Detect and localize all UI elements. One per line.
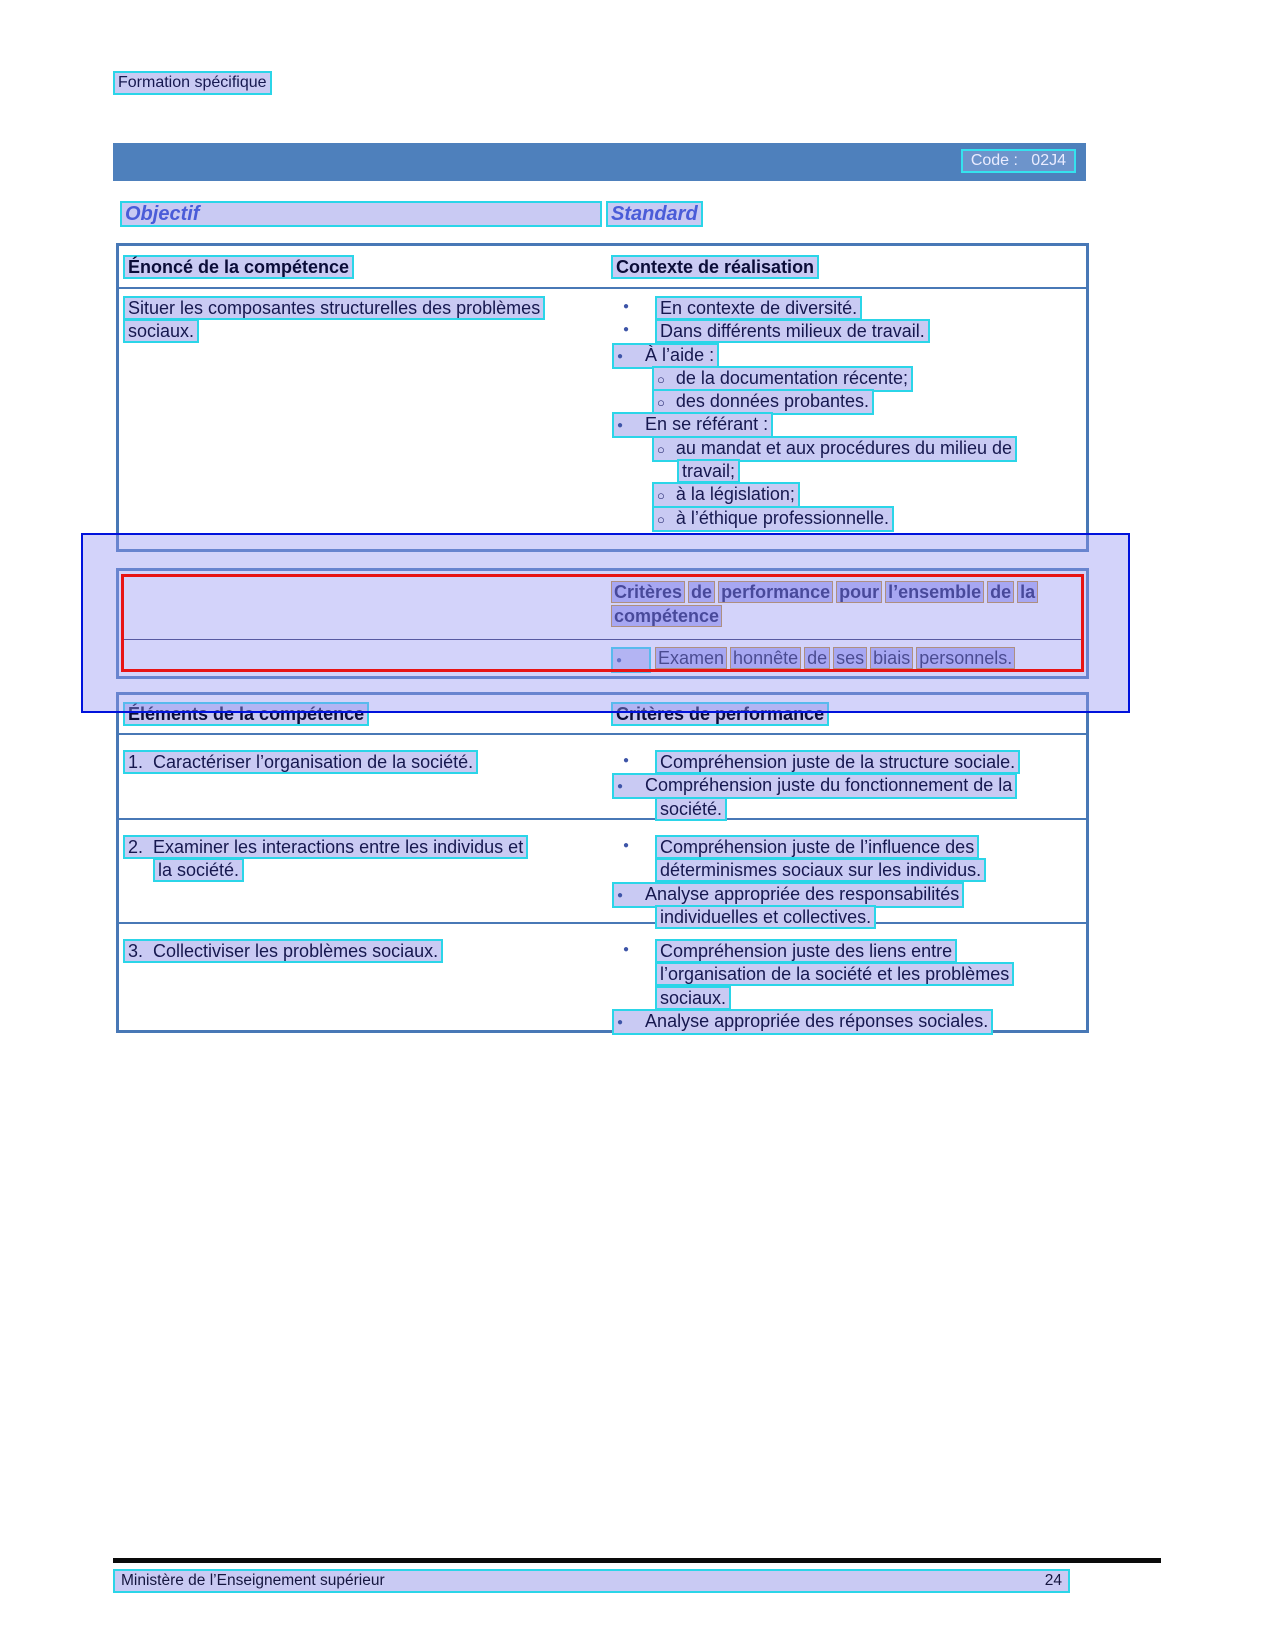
contexte-subitem [611, 506, 1083, 529]
bullet-icon: ● [623, 840, 630, 851]
contexte-item [611, 412, 1083, 435]
bullet-icon: ● [623, 324, 630, 336]
contexte-subitem-continuation [611, 459, 1083, 482]
contexte-subitem-text: travail; [677, 459, 740, 483]
critere-item-continuation [611, 797, 1020, 820]
contexte-item [611, 343, 1083, 366]
critere-text: Compréhension juste de l’influence des [655, 835, 979, 859]
critere-item-continuation [611, 905, 986, 928]
contexte-item [611, 296, 1083, 319]
criteres-title-word: performance [718, 581, 833, 603]
footer-bar [113, 1569, 1070, 1593]
critere-text: Compréhension juste du fonctionnement de la [645, 775, 1013, 796]
table-header-divider [119, 287, 1086, 289]
element-text: 1. Caractériser l’organisation de la société. [123, 750, 478, 774]
circle-bullet-icon: ○ [657, 371, 665, 387]
contexte-cell [611, 296, 1083, 529]
critere-text: l’organisation de la société et les problèmes [655, 962, 1014, 986]
criteres-title-word: de [688, 581, 715, 603]
critere-text: déterminismes sociaux sur les individus. [655, 858, 986, 882]
examen-word: de [804, 647, 830, 669]
contexte-item-text: À l’aide : [645, 344, 715, 365]
formation-specifique-label [113, 71, 272, 95]
enonce-header-cell: Énoncé de la compétence [123, 255, 354, 279]
critere-text: Analyse appropriée des responsabilités [645, 883, 960, 904]
formation-label-text: Formation spécifique [113, 71, 272, 95]
bullet-icon: ● [617, 889, 624, 901]
critere-text: Analyse appropriée des réponses sociales. [645, 1010, 989, 1031]
criteres-title-word: la [1017, 581, 1038, 603]
criteres-ensemble-title [611, 581, 1041, 629]
table-header-divider [119, 733, 1086, 735]
enonce-text-line: Situer les composantes structurelles des problèmes [123, 296, 545, 320]
enonce-table [116, 243, 1089, 552]
contexte-subitem-text: au mandat et aux procédures du milieu de [675, 437, 1013, 458]
enonce-text-line: sociaux. [123, 319, 199, 343]
criteres-ensemble-table [116, 568, 1089, 679]
footer-rule [113, 1558, 1161, 1563]
critere-text: société. [655, 797, 727, 821]
circle-bullet-icon: ○ [657, 441, 665, 457]
element-text: 2. Examiner les interactions entre les individus et [123, 835, 528, 859]
critere-text: sociaux. [655, 986, 731, 1010]
criteres-title-word: pour [836, 581, 882, 603]
contexte-subitem [611, 436, 1083, 459]
contexte-subitem-text: des données probantes. [675, 391, 870, 412]
critere-item [611, 835, 986, 858]
examen-word: ses [833, 647, 867, 669]
contexte-subitem [611, 366, 1083, 389]
objectif-standard-row [120, 201, 1093, 229]
bullet-icon: ● [617, 1016, 624, 1028]
critere-item [611, 773, 1020, 796]
contexte-item-text: Dans différents milieux de travail. [655, 319, 930, 343]
bullet-icon: ● [616, 655, 623, 666]
element-row-1-right [611, 750, 1020, 820]
critere-item-continuation [611, 986, 1014, 1009]
element-row-2-right [611, 835, 986, 928]
bullet-icon: ● [617, 420, 624, 432]
contexte-subitem-text: à l’éthique professionnelle. [675, 507, 890, 528]
element-text: la société. [153, 858, 244, 882]
examen-word: honnête [730, 647, 801, 669]
criteres-title-word: l’ensemble [885, 581, 984, 603]
criteres-title-word: compétence [611, 605, 722, 627]
circle-bullet-icon: ○ [657, 488, 665, 504]
circle-bullet-icon: ○ [657, 511, 665, 527]
element-row-3-left [123, 939, 443, 962]
critere-text: individuelles et collectives. [655, 905, 876, 929]
bullet-icon: ● [623, 944, 630, 955]
bullet-icon: ● [617, 350, 624, 362]
element-row-2-left [123, 835, 528, 882]
circle-bullet-icon: ○ [657, 395, 665, 411]
elements-header-cell: Éléments de la compétence [123, 702, 369, 726]
criteres-title-word: de [987, 581, 1014, 603]
bullet-icon: ● [623, 755, 630, 766]
critere-item [611, 939, 1014, 962]
critere-item-continuation [611, 962, 1014, 985]
criteres-title-word: Critères [611, 581, 685, 603]
contexte-item [611, 319, 1083, 342]
element-row-1-left [123, 750, 478, 773]
standard-heading: Standard [606, 201, 703, 227]
critere-text: Compréhension juste de la structure sociale. [655, 750, 1020, 774]
examen-item [611, 647, 1018, 670]
critere-item [611, 1009, 1014, 1032]
element-text: 3. Collectiviser les problèmes sociaux. [123, 939, 443, 963]
critere-item [611, 882, 986, 905]
contexte-subitem-text: à la législation; [675, 484, 795, 505]
element-row-3-right [611, 939, 1014, 1032]
code-badge: Code : 02J4 [961, 149, 1076, 173]
page-number: 24 [1044, 1572, 1062, 1589]
contexte-subitem [611, 389, 1083, 412]
critere-item [611, 750, 1020, 773]
examen-word: biais [870, 647, 913, 669]
title-bar [113, 143, 1086, 181]
objectif-heading: Objectif [120, 201, 602, 227]
critere-item-continuation [611, 858, 986, 881]
bullet-icon: ● [617, 781, 624, 793]
critere-text: Compréhension juste des liens entre [655, 939, 957, 963]
bullet-icon: ● [623, 301, 630, 312]
contexte-header-cell: Contexte de réalisation [611, 255, 819, 279]
examen-word: Examen [655, 647, 727, 669]
contexte-item-text: En contexte de diversité. [655, 296, 862, 320]
contexte-item-text: En se référant : [645, 414, 769, 435]
ministry-label: Ministère de l’Enseignement supérieur [121, 1572, 385, 1589]
criteres-header-cell: Critères de performance [611, 702, 829, 726]
contexte-subitem [611, 482, 1083, 505]
examen-word: personnels. [916, 647, 1015, 669]
elements-table [116, 692, 1089, 1033]
contexte-subitem-text: de la documentation récente; [675, 367, 909, 388]
criteres-row-divider [121, 639, 1084, 640]
enonce-cell [123, 296, 545, 343]
